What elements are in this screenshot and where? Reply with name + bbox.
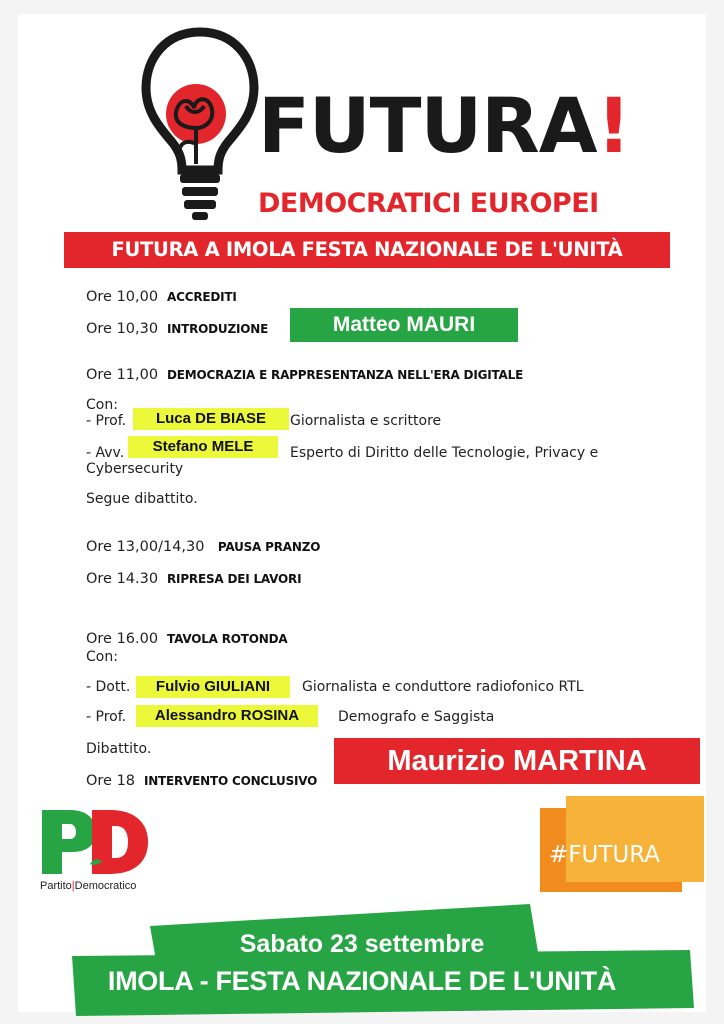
schedule-row [86, 366, 523, 384]
event-date: Sabato 23 settembre [239, 930, 485, 958]
participant-name: Stefano MELE [128, 436, 278, 458]
schedule-row [86, 288, 237, 306]
participant-name: Alessandro ROSINA [136, 705, 318, 727]
time-label: Ore 14.30 [86, 571, 159, 587]
with-label: Con: [86, 649, 118, 665]
activity-label: INTRODUZIONE [167, 322, 269, 336]
brand-title: FUTURA! [258, 81, 631, 170]
participant-name: Fulvio GIULIANI [136, 676, 290, 698]
participant-role: Giornalista e conduttore radiofonico RTL [302, 679, 584, 695]
event-location: IMOLA - FESTA NAZIONALE DE L'UNITÀ [107, 966, 617, 996]
time-label: Ore 18 [86, 773, 136, 789]
brand-subtitle: DEMOCRATICI EUROPEI [258, 188, 599, 219]
time-label: Ore 10,00 [86, 289, 159, 305]
hashtag-shape-front [566, 796, 704, 882]
schedule-row [86, 630, 287, 648]
activity-label: ACCREDITI [167, 290, 237, 304]
time-label: Ore 10,30 [86, 321, 159, 337]
speaker-highlight: Matteo MAURI [290, 308, 518, 342]
time-label: Ore 13,00/14,30 [86, 539, 205, 555]
hashtag-text: #FUTURA [549, 842, 661, 868]
debate-note: Dibattito. [86, 741, 152, 757]
schedule-row [86, 320, 268, 338]
pd-logo-icon [40, 808, 152, 878]
participant-role: Giornalista e scrittore [290, 413, 442, 429]
participant-role-continued: Cybersecurity [86, 461, 184, 477]
closing-speaker-highlight: Maurizio MARTINA [334, 738, 700, 784]
schedule-row [86, 570, 301, 588]
time-label: Ore 16.00 [86, 631, 159, 647]
with-label: Con: [86, 397, 118, 413]
participant-prefix: - Avv. [86, 445, 125, 461]
participant-prefix: - Prof. [86, 709, 127, 725]
activity-label: PAUSA PRANZO [217, 540, 321, 554]
participant-prefix: - Prof. [86, 413, 127, 429]
debate-note: Segue dibattito. [86, 491, 198, 507]
activity-label: TAVOLA ROTONDA [167, 632, 288, 646]
event-banner: FUTURA A IMOLA FESTA NAZIONALE DE L'UNITÀ [64, 232, 670, 268]
schedule-row [86, 772, 317, 790]
participant-name: Luca DE BIASE [133, 408, 289, 430]
activity-label: INTERVENTO CONCLUSIVO [143, 774, 318, 788]
schedule-row [86, 538, 320, 556]
party-label: Partito|Democratico [40, 880, 137, 892]
lightbulb-rose-icon [140, 24, 260, 224]
time-label: Ore 11,00 [86, 367, 159, 383]
footer-banner [0, 900, 724, 1024]
activity-label: DEMOCRAZIA E RAPPRESENTANZA NELL'ERA DIGITALE [167, 368, 524, 382]
participant-role: Demografo e Saggista [338, 709, 495, 725]
participant-role: Esperto di Diritto delle Tecnologie, Privacy e [290, 445, 599, 461]
participant-prefix: - Dott. [86, 679, 131, 695]
activity-label: RIPRESA DEI LAVORI [167, 572, 302, 586]
